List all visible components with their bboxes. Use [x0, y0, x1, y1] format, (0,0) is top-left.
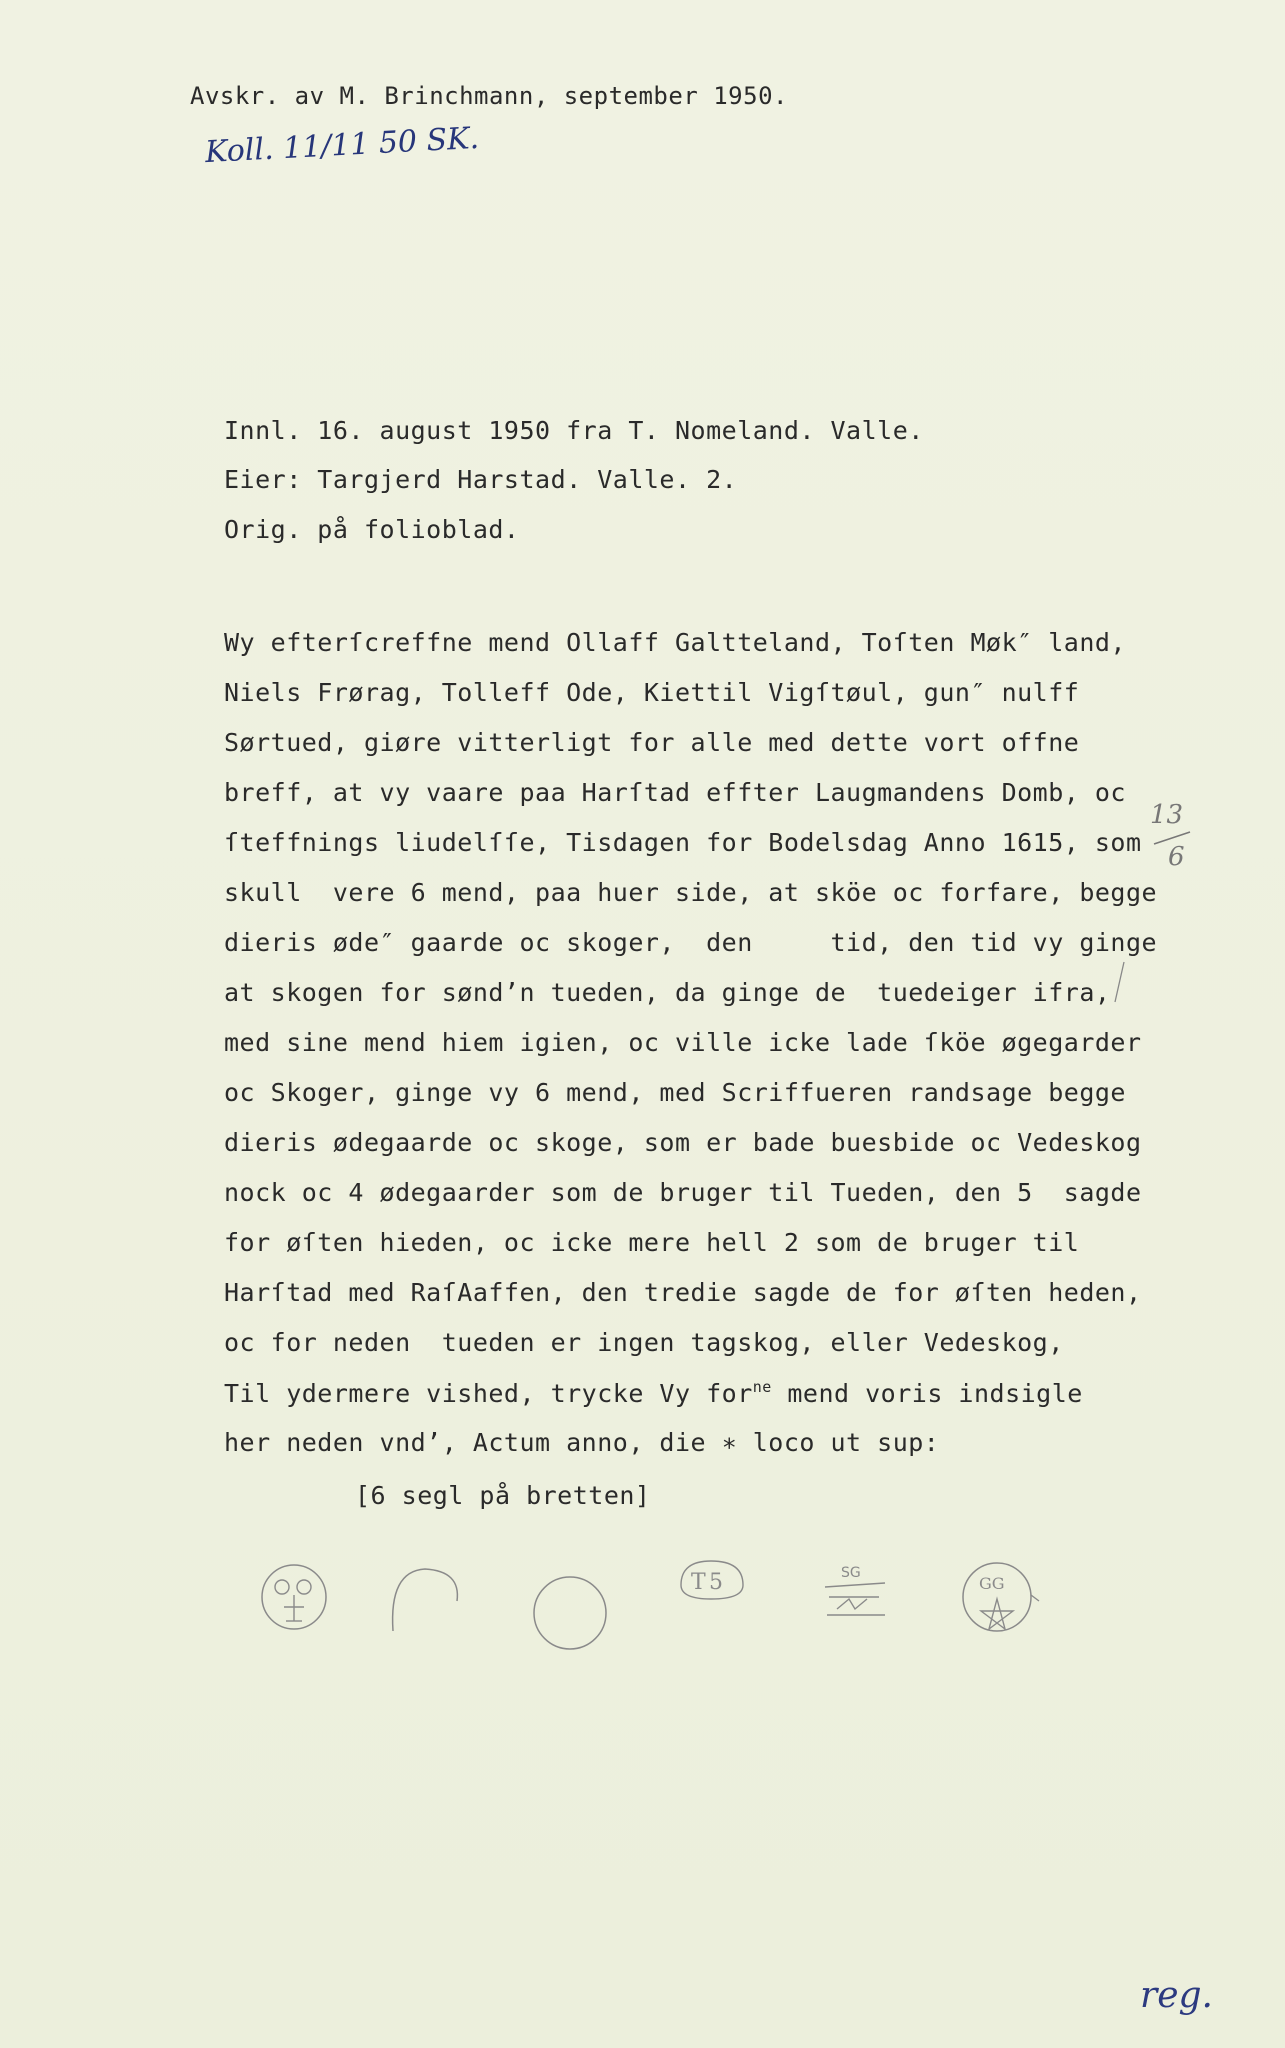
seal-sketch-initials-ts-icon: [675, 1555, 750, 1605]
svg-text:GG: GG: [979, 1574, 1005, 1593]
document-line: med sine mend hiem igien, oc ville icke lade ſköe øgegarder: [224, 1028, 1142, 1057]
transcription-note: Avskr. av M. Brinchmann, september 1950.: [190, 82, 788, 110]
document-line: oc for neden tueden er ingen tagskog, eller Vedeskog,: [224, 1328, 1064, 1357]
document-line: Harſtad med RaſAaffen, den tredie sagde de for øſten heden,: [224, 1278, 1142, 1307]
registered-note: reg.: [1140, 1975, 1214, 2016]
svg-text:T: T: [691, 1570, 706, 1595]
seal-sketch-circle-icon: [530, 1563, 610, 1663]
original-line: Orig. på folioblad.: [224, 515, 520, 544]
svg-text:5: 5: [709, 1570, 723, 1595]
document-line: Wy efterſcreffne mend Ollaff Galtteland, Toſten Møk″ land,: [224, 628, 1126, 657]
seal-sketch-star-icon: [955, 1555, 1045, 1655]
margin-fraction-numerator: 13: [1150, 800, 1184, 830]
document-line: dieris ødegaarde oc skoge, som er bade buesbide oc Vedeskog: [224, 1128, 1142, 1157]
document-line: dieris øde″ gaarde oc skoger, den tid, den tid vy ginge: [224, 928, 1158, 957]
seal-sketch-face-icon: [256, 1555, 332, 1645]
document-line: Niels Frørag, Tolleff Ode, Kiettil Vigſtøul, gun″ nulff: [224, 678, 1080, 707]
svg-text:SG: SG: [841, 1565, 861, 1581]
document-line: skull vere 6 mend, paa huer side, at sköe oc forfare, begge: [224, 878, 1158, 907]
document-line: Sørtued, giøre vitterligt for alle med dette vort offne: [224, 728, 1080, 757]
document-line: oc Skoger, ginge vy 6 mend, med Scriffueren randsage begge: [224, 1078, 1126, 1107]
seal-sketch-housemark-icon: [815, 1557, 895, 1627]
margin-pencil-tick: [1112, 960, 1128, 1005]
document-line: breff, at vy vaare paa Harſtad effter Laugmandens Domb, oc: [224, 778, 1126, 807]
received-line: Innl. 16. august 1950 fra T. Nomeland. Valle.: [224, 416, 924, 445]
seal-sketches: [250, 1555, 1050, 1665]
document-line: nock oc 4 ødegaarder som de bruger til Tueden, den 5 sagde: [224, 1178, 1142, 1207]
document-line-16: Til ydermere vished, trycke Vy for$^{ne}$ mend voris indsigle: [224, 1378, 1083, 1408]
owner-line: Eier: Targjerd Harstad. Valle. 2.: [224, 465, 738, 494]
collation-handwritten-note: Koll. 11/11 50 SK.: [204, 120, 480, 171]
margin-fraction-denominator: 6: [1168, 842, 1185, 872]
document-line: for øſten hieden, oc icke mere hell 2 som de bruger til: [224, 1228, 1080, 1257]
document-line-17: her neden vnd’, Actum anno, die ∗ loco ut sup:: [224, 1428, 940, 1457]
document-line: ſteffnings liudelſſe, Tisdagen for Bodelsdag Anno 1615, som: [224, 828, 1142, 857]
seal-sketch-partial-circle-icon: [385, 1561, 465, 1651]
seals-note: [6 segl på bretten]: [355, 1481, 651, 1510]
document-line: at skogen for sønd’n tueden, da ginge de tuedeiger ifra,: [224, 978, 1111, 1007]
